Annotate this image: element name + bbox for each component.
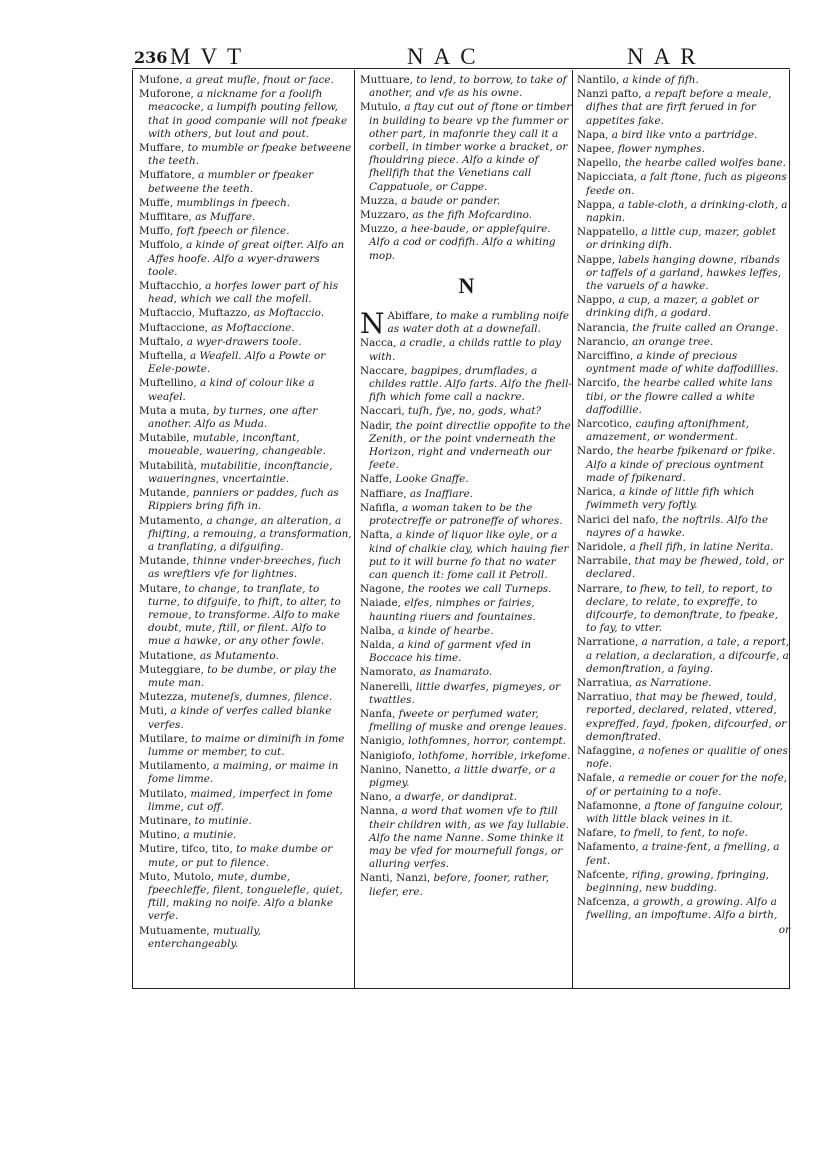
definition: flower nymphes. bbox=[614, 143, 705, 156]
entry bbox=[360, 101, 573, 193]
definition: mutabilitie, inconftancie, waueringnes, vncertaintie. bbox=[148, 459, 333, 485]
entry bbox=[360, 764, 573, 790]
headword: Nano, bbox=[360, 791, 392, 804]
entry bbox=[360, 195, 573, 208]
entry bbox=[360, 420, 573, 473]
definition: the fruite called an Orange. bbox=[628, 321, 779, 334]
headword: Muffe, bbox=[139, 196, 174, 209]
entry bbox=[360, 583, 573, 596]
definition: a falt ftone, fuch as pigeons feede on. bbox=[586, 171, 787, 197]
headword: Nafcenza, bbox=[577, 896, 630, 909]
entry bbox=[360, 365, 573, 405]
entry bbox=[139, 460, 352, 486]
headword: Naiade, bbox=[360, 597, 401, 610]
headword: Muffo, bbox=[139, 225, 174, 238]
entry bbox=[577, 294, 790, 320]
definition: a cup, a mazer, a goblet or drinking difh, a godard. bbox=[586, 294, 759, 320]
entry bbox=[139, 197, 352, 210]
headword: Mutuamente, bbox=[139, 924, 210, 937]
headword: Abiffare, bbox=[387, 310, 433, 323]
entry bbox=[139, 336, 352, 349]
definition: mumblings in fpeech. bbox=[173, 196, 291, 209]
entry bbox=[360, 337, 573, 363]
definition: a narration, a tale, a report, a relation, a declaration, a difcourfe, a demonftration, a faying. bbox=[586, 636, 790, 675]
definition: a wyer-drawers toole. bbox=[183, 335, 302, 348]
headword: Nafare, bbox=[577, 827, 617, 840]
entry bbox=[360, 625, 573, 638]
definition: to fmell, to fent, to nofe. bbox=[616, 827, 749, 840]
definition: a little cup, mazer, goblet or drinking difh. bbox=[586, 226, 776, 252]
entry bbox=[577, 129, 790, 142]
definition: that may be fhewed, told, or declared. bbox=[586, 555, 784, 581]
entry bbox=[360, 872, 573, 898]
headword: Muftacchio, bbox=[139, 280, 202, 293]
entry bbox=[139, 691, 352, 704]
entry bbox=[360, 405, 573, 418]
drop-cap: N bbox=[360, 307, 385, 341]
entry bbox=[577, 677, 790, 690]
entry bbox=[577, 322, 790, 335]
definition: a remedie or couer for the nofe, of or pertaining to a nofe. bbox=[586, 772, 788, 798]
headword: Nafcente, bbox=[577, 868, 629, 881]
definition: before, fooner, rather, liefer, ere. bbox=[369, 872, 550, 898]
entry bbox=[577, 486, 790, 512]
headword: Napa, bbox=[577, 128, 609, 141]
entry bbox=[577, 869, 790, 895]
definition: a mumbler or fpeaker betweene the teeth. bbox=[148, 169, 314, 195]
entry bbox=[139, 405, 352, 431]
definition: a kinde of great oifter. Alfo an Affes hoofe. Alfo a wyer-drawers toole. bbox=[148, 239, 345, 278]
definition: foft fpeech or filence. bbox=[173, 225, 290, 238]
definition: to make dumbe or mute, or put to filence. bbox=[148, 843, 333, 869]
headword: Nappatello, bbox=[577, 226, 639, 239]
headword: Nappo, bbox=[577, 294, 616, 307]
headword: Mutare, bbox=[139, 582, 182, 595]
headword: Narica, bbox=[577, 486, 616, 499]
headword: Muta a muta, bbox=[139, 404, 210, 417]
definition: rifing, growing, fpringing, beginning, new budding. bbox=[586, 868, 770, 894]
headword: Nanino, Nanetto, bbox=[360, 763, 451, 776]
entry bbox=[577, 254, 790, 294]
entry bbox=[139, 555, 352, 581]
definition: a nofenes or qualitie of ones nofe. bbox=[586, 744, 788, 771]
definition: a kinde of precious oyntment made of white daffodillies. bbox=[586, 350, 779, 376]
entry bbox=[360, 502, 573, 528]
headword: Napello, bbox=[577, 157, 622, 170]
definition: a mutinie. bbox=[180, 829, 237, 842]
definition: muteneſs, dumnes, filence. bbox=[187, 691, 333, 704]
headword: Mutire, tifco, tito, bbox=[139, 843, 233, 856]
entry bbox=[577, 827, 790, 840]
definition: a ftay cut out of ftone or timber in building to beare vp the fummer or other part, in mafonrie they call it a corbell, in timber worke a bracket, or fhouldring piece. Alfo a kinde of fhellfifh that the Venetians call Cappatuole, or Cappe. bbox=[369, 101, 572, 193]
headword: Nalda, bbox=[360, 638, 395, 651]
definition: to make a rumbling noife as water doth at a downefall. bbox=[387, 310, 570, 336]
headword: Muzzo, bbox=[360, 223, 398, 236]
headword: Nanti, Nanzi, bbox=[360, 872, 431, 885]
headword: Muftellino, bbox=[139, 377, 197, 390]
headword: Nanigiofo, bbox=[360, 749, 415, 762]
headword: Namorato, bbox=[360, 666, 417, 679]
headword: Nardo, bbox=[577, 445, 614, 458]
entry bbox=[360, 805, 573, 871]
definition: an orange tree. bbox=[628, 335, 714, 348]
headword: Nanigio, bbox=[360, 735, 405, 748]
headword: Nappe, bbox=[577, 253, 616, 266]
definition: lothfomnes, horror, contempt. bbox=[404, 735, 566, 748]
definition: Looke Gnaffe. bbox=[392, 473, 469, 486]
definition: a dwarfe, or dandiprat. bbox=[391, 791, 517, 804]
headword: Nadir, bbox=[360, 419, 393, 432]
headword: Narici del nafo, bbox=[577, 513, 659, 526]
definition: caufing aftonifhment, amazement, or wonderment. bbox=[586, 418, 750, 444]
entry bbox=[360, 529, 573, 582]
definition: a kinde of verfes called blanke verfes. bbox=[148, 705, 332, 731]
headword: Mutabile, bbox=[139, 432, 190, 445]
headword: Nanerelli, bbox=[360, 680, 413, 693]
definition: the hearbe called white lans tibi, or the flowre called a white daffodillie. bbox=[586, 377, 773, 416]
entry bbox=[360, 666, 573, 679]
definition: a table-cloth, a drinking-cloth, a napkin. bbox=[586, 198, 788, 225]
entry bbox=[577, 745, 790, 771]
definition: as Moftaccione. bbox=[207, 321, 295, 334]
entry bbox=[139, 705, 352, 731]
definition: a maiming, or maime in fome limme. bbox=[148, 760, 339, 786]
definition: a cradle, a childs rattle to play with. bbox=[369, 337, 561, 363]
definition: that may be fhewed, tould, reported, declared, related, vttered, expreffed, fayd, fpoken, difcourfed, or demonftrated. bbox=[586, 691, 787, 743]
entry bbox=[139, 733, 352, 759]
headword: Nafamento, bbox=[577, 841, 639, 854]
entry bbox=[577, 514, 790, 540]
definition: a repaft before a meale, difhes that are firft ferued in for appetites fake. bbox=[586, 88, 772, 127]
definition: the point directlie oppofite to the Zenith, or the point vnderneath the Horizon, right and vnderneath our feete. bbox=[369, 419, 571, 472]
left-border bbox=[132, 70, 133, 988]
entry bbox=[139, 350, 352, 376]
headword: Nanzi pafto, bbox=[577, 88, 642, 101]
definition: labels hanging downe, ribands or taffels of a garland, hawkes leffes, the varuels of a hawke. bbox=[586, 253, 782, 293]
entry bbox=[139, 322, 352, 335]
headword: Muftaccione, bbox=[139, 321, 208, 334]
definition: maimed, imperfect in fome limme, cut off. bbox=[148, 787, 333, 813]
headword: Muftaccio, Muftazzo, bbox=[139, 307, 251, 320]
definition: by turnes, one after another. Alfo as Muda. bbox=[148, 404, 318, 431]
entry bbox=[577, 336, 790, 349]
entry bbox=[360, 735, 573, 748]
headword: Mutande, bbox=[139, 555, 190, 568]
entry bbox=[360, 681, 573, 707]
entry bbox=[577, 691, 790, 744]
headword: Mufone, bbox=[139, 74, 183, 86]
headword: Muffare, bbox=[139, 142, 185, 155]
entry bbox=[577, 800, 790, 826]
definition: to fhew, to tell, to report, to declare, to relate, to expreffe, to difcourfe, to demonftrate, to fpeake, to fay, to vtter. bbox=[586, 582, 778, 635]
definition: a hee-baude, or applefquire. Alfo a cod or codfifh. Alfo a whiting mop. bbox=[369, 223, 556, 262]
definition: mutually, enterchangeably. bbox=[148, 924, 262, 950]
entry bbox=[577, 74, 790, 87]
headword: Narcotico, bbox=[577, 418, 633, 431]
definition: tuſh, fye, no, gods, what? bbox=[404, 405, 542, 418]
entry bbox=[139, 169, 352, 195]
definition: lothfome, horrible, irkefome. bbox=[414, 749, 571, 762]
headword: Narratiua, bbox=[577, 676, 633, 689]
definition: a kinde of hearbe. bbox=[394, 624, 494, 637]
headword: Muttuare, bbox=[360, 74, 413, 86]
column-2 bbox=[360, 74, 573, 900]
entry bbox=[360, 791, 573, 804]
definition: as Muffare. bbox=[191, 211, 256, 224]
headword: Muforone, bbox=[139, 88, 194, 101]
entry bbox=[139, 515, 352, 555]
definition: fweete or perfumed water, fmelling of muske and orenge leaues. bbox=[369, 707, 567, 734]
definition: a kinde of liquor like oyle, or a kind of chalkie clay, which hauing fier put to it will burne fo that no water can quench it: fome call it Petroll. bbox=[369, 529, 569, 581]
running-header bbox=[132, 40, 790, 69]
headword: Nagone, bbox=[360, 583, 405, 596]
headword: Narcifo, bbox=[577, 377, 620, 390]
headword: Muteggiare, bbox=[139, 663, 204, 676]
headword: Mutilamento, bbox=[139, 760, 210, 773]
definition: panniers or paddes, fuch as Rippiers bring fifh in. bbox=[148, 487, 339, 513]
headword: Napicciata, bbox=[577, 171, 638, 184]
guide-word-left: MVT bbox=[170, 44, 252, 69]
definition: as Narratione. bbox=[632, 676, 712, 689]
entry bbox=[577, 418, 790, 444]
definition: a fhell fifh, in latine Nerita. bbox=[626, 540, 774, 553]
entry bbox=[360, 307, 573, 341]
headword: Mutino, bbox=[139, 829, 181, 842]
definition: a Weafell. Alfo a Powte or Eele-powte. bbox=[148, 350, 326, 376]
entry bbox=[139, 650, 352, 663]
entry bbox=[139, 925, 352, 951]
headword: Napee, bbox=[577, 143, 615, 156]
entry bbox=[139, 280, 352, 306]
headword: Mutamento, bbox=[139, 514, 204, 527]
definition: little dwarfes, pigmeyes, or twattles. bbox=[369, 680, 561, 706]
definition: a word that women vfe to ftill their children with, as we fay lullabie. Alfo the name Nanne. Some thinke it may be vfed for mournefull fongs, or alluring verfes. bbox=[369, 805, 569, 871]
entry bbox=[577, 445, 790, 485]
headword: Naffiare, bbox=[360, 487, 407, 500]
definition: the noftrils. Alfo the nayres of a hawke. bbox=[586, 513, 769, 539]
bottom-rule bbox=[132, 988, 790, 989]
definition: a horfes lower part of his head, which we call the mofell. bbox=[148, 280, 339, 306]
definition: to be dumbe, or play the mute man. bbox=[148, 663, 337, 689]
entry bbox=[139, 239, 352, 279]
entry bbox=[577, 199, 790, 225]
entry bbox=[139, 843, 352, 869]
entry bbox=[577, 157, 790, 170]
entry bbox=[577, 841, 790, 867]
definition: a traine-fent, a fmelling, a fent. bbox=[586, 841, 780, 867]
entry bbox=[360, 74, 573, 100]
headword: Mutezza, bbox=[139, 691, 188, 704]
entry bbox=[577, 226, 790, 252]
headword: Nacca, bbox=[360, 337, 397, 350]
definition: as Mutamento. bbox=[196, 649, 279, 662]
column-1 bbox=[139, 74, 352, 952]
definition: a nickname for a foolifh meacocke, a lumpifh pouting fellow, that in good companie will not fpeake with others, but lout and pout. bbox=[148, 88, 348, 140]
definition: a kinde of little fifh which fwimmeth very foftly. bbox=[586, 486, 755, 512]
definition: mute, dumbe, fpeechleffe, filent, tonguelefle, quiet, ftill, making no noife. Alfo a blanke verfe. bbox=[148, 870, 343, 923]
definition: to lend, to borrow, to take of another, and vfe as his owne. bbox=[369, 74, 567, 100]
headword: Narratiuo, bbox=[577, 691, 633, 704]
entry bbox=[360, 473, 573, 486]
headword: Muzzaro, bbox=[360, 209, 410, 222]
headword: Nanna, bbox=[360, 805, 399, 818]
headword: Muffitare, bbox=[139, 211, 192, 224]
entry bbox=[577, 143, 790, 156]
section-letter: N bbox=[458, 272, 475, 298]
definition: a bird like vnto a partridge. bbox=[608, 128, 758, 141]
definition: bagpipes, drumflades, a childes rattle. Alfo farts. Alfo the fhell-fifh which fome call a nackre. bbox=[369, 364, 572, 404]
entry bbox=[139, 583, 352, 649]
entry bbox=[577, 88, 790, 128]
definition: as the fifh Mofcardino. bbox=[409, 209, 533, 222]
entry bbox=[360, 750, 573, 763]
column-3 bbox=[577, 74, 790, 937]
headword: Naccari, bbox=[360, 405, 405, 418]
headword: Narciffino, bbox=[577, 350, 634, 363]
entry bbox=[139, 225, 352, 238]
headword: Nafale, bbox=[577, 772, 616, 785]
headword: Mutabilità, bbox=[139, 459, 197, 472]
guide-word-right: NAR bbox=[627, 44, 706, 69]
headword: Narancio, bbox=[577, 335, 629, 348]
headword: Narancia, bbox=[577, 321, 629, 334]
entry bbox=[139, 432, 352, 458]
headword: Nantilo, bbox=[577, 74, 620, 86]
definition: as Inaffiare. bbox=[406, 487, 474, 500]
entry bbox=[360, 597, 573, 623]
headword: Mutulo, bbox=[360, 101, 402, 114]
entry bbox=[577, 555, 790, 581]
headword: Muti, bbox=[139, 705, 168, 718]
headword: Mutande, bbox=[139, 487, 190, 500]
definition: to change, to tranflate, to turne, to difguife, to fhift, to alter, to remoue, to transforme. Alfo to make doubt, mute, ftill, or filent. Alfo to mue a hawke, or any other fowle. bbox=[148, 582, 341, 648]
headword: Muftella, bbox=[139, 350, 187, 363]
headword: Nafaggine, bbox=[577, 744, 636, 757]
headword: Nappa, bbox=[577, 198, 616, 211]
entry bbox=[577, 377, 790, 417]
headword: Nafamonne, bbox=[577, 799, 642, 812]
headword: Naccare, bbox=[360, 364, 408, 377]
entry bbox=[139, 760, 352, 786]
headword: Nalba, bbox=[360, 624, 395, 637]
headword: Narrabile, bbox=[577, 555, 632, 568]
headword: Muto, Mutolo, bbox=[139, 870, 215, 883]
headword: Naffe, bbox=[360, 473, 393, 486]
entry bbox=[577, 636, 790, 676]
definition: a great mufle, fnout or face. bbox=[182, 74, 334, 86]
headword: Narrare, bbox=[577, 582, 623, 595]
guide-word-center: NAC bbox=[407, 44, 486, 69]
entry bbox=[139, 788, 352, 814]
headword: Mutatione, bbox=[139, 649, 197, 662]
definition: thinne vnder-breeches, fuch as wreftlers vfe for lightnes. bbox=[148, 555, 342, 581]
entry bbox=[577, 583, 790, 636]
entry bbox=[360, 209, 573, 222]
definition: a little dwarfe, or a pigmey. bbox=[369, 763, 556, 789]
headword: Mutilato, bbox=[139, 787, 188, 800]
column-rule-1 bbox=[354, 70, 355, 988]
headword: Naridole, bbox=[577, 540, 627, 553]
entry bbox=[360, 639, 573, 665]
definition: the hearbe fpikenard or fpike. Alfo a kinde of precious oyntment made of fpikenard. bbox=[586, 445, 776, 484]
definition: to mutinie. bbox=[191, 814, 252, 827]
entry bbox=[139, 88, 352, 141]
entry bbox=[577, 350, 790, 376]
catchword: or bbox=[778, 923, 790, 936]
entry bbox=[139, 74, 352, 87]
headword: Muffatore, bbox=[139, 169, 195, 182]
headword: Muzza, bbox=[360, 194, 398, 207]
headword: Mutinare, bbox=[139, 814, 192, 827]
entry bbox=[360, 708, 573, 734]
headword: Nafifla, bbox=[360, 501, 399, 514]
headword: Muftalo, bbox=[139, 335, 184, 348]
entry bbox=[139, 377, 352, 403]
definition: as Moftaccio. bbox=[250, 307, 325, 320]
headword: Nanfa, bbox=[360, 707, 396, 720]
entry bbox=[577, 171, 790, 197]
entry bbox=[139, 487, 352, 513]
definition: the hearbe called wolfes bane. bbox=[621, 157, 786, 170]
definition: as Inamarato. bbox=[416, 666, 493, 679]
entry bbox=[577, 541, 790, 554]
definition: a kind of colour like a weafel. bbox=[148, 377, 315, 403]
entry bbox=[139, 815, 352, 828]
entry bbox=[139, 829, 352, 842]
entry bbox=[139, 664, 352, 690]
definition: to maime or diminifh in fome lumme or member, to cut. bbox=[148, 732, 345, 758]
definition: a woman taken to be the protectreffe or patroneffe of whores. bbox=[369, 501, 563, 528]
definition: a ftone of fanguine colour, with little black veines in it. bbox=[586, 799, 783, 825]
definition: the rootes we call Turneps. bbox=[404, 583, 552, 596]
definition: a kind of garment vfed in Boccace his time. bbox=[369, 638, 532, 665]
headword: Muffolo, bbox=[139, 239, 183, 252]
entry bbox=[360, 223, 573, 263]
entry bbox=[577, 772, 790, 798]
definition: to mumble or fpeake betweene the teeth. bbox=[148, 142, 352, 168]
definition: mutable, inconftant, moueable, wauering, changeable. bbox=[148, 432, 326, 458]
entry bbox=[139, 307, 352, 320]
headword: Nafta, bbox=[360, 529, 393, 542]
entry bbox=[139, 142, 352, 168]
entry bbox=[577, 896, 790, 922]
dictionary-page bbox=[132, 40, 790, 988]
entry bbox=[360, 488, 573, 501]
definition: a baude or pander. bbox=[397, 194, 501, 207]
definition: a kinde of fifh. bbox=[619, 74, 699, 86]
definition: a growth, a growing. Alfo a fwelling, an impoftume. Alfo a birth, bbox=[586, 896, 778, 922]
definition: elfes, nimphes or fairies, haunting riuers and fountaines. bbox=[369, 597, 536, 623]
headword: Mutilare, bbox=[139, 732, 188, 745]
entry bbox=[139, 211, 352, 224]
headword: Narratione, bbox=[577, 636, 639, 649]
entry bbox=[139, 871, 352, 924]
page-number: 236 bbox=[134, 48, 168, 67]
definition: a change, an alteration, a fhifting, a remouing, a transformation, a tranflating, a difguifing. bbox=[148, 514, 352, 553]
